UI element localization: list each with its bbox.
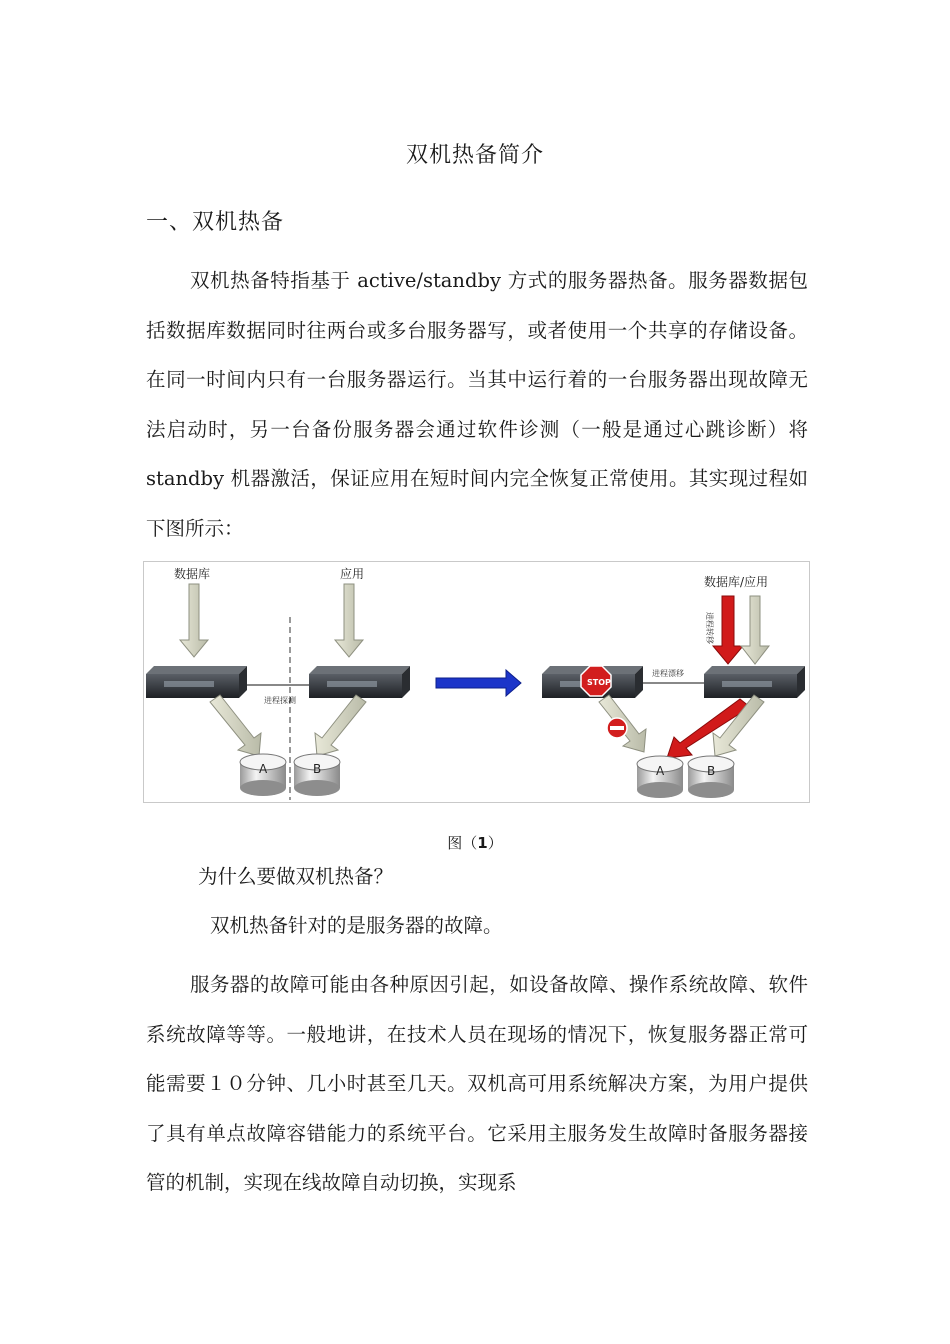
intro-paragraph: 双机热备特指基于 active/standby 方式的服务器热备。服务器数据包括数据库数据同时往两台或多台服务器写，或者使用一个共享的存储设备。在同一时间内只有一台服务器运行。当其中运行着的一台服务器出现故障无法启动时，另一台备份服务器会通过软件诊测（一般是通过心跳诊断）将 standby 机器激活，保证应用在短时间内完全恢复正常使用。其实现过程如下图所示： xyxy=(146,269,808,540)
label-vertical: 进程转移 xyxy=(705,612,714,644)
arrow-down-database xyxy=(180,584,208,657)
section-heading: 一、双机热备 xyxy=(146,210,285,235)
arrow-down-application xyxy=(335,584,363,657)
disk-a-label: A xyxy=(259,762,268,776)
hot-standby-diagram xyxy=(143,561,810,803)
question-heading: 为什么要做双机热备？ xyxy=(198,865,394,888)
server-active-icon xyxy=(704,666,805,698)
server-left-icon xyxy=(146,666,247,698)
arrow-to-disk-a-left xyxy=(210,695,261,756)
arrow-down-db-app xyxy=(741,596,769,664)
label-heartbeat: 进程探测 xyxy=(264,696,296,705)
transition-arrow-icon xyxy=(436,670,521,696)
figure-caption: 图（1） xyxy=(447,834,503,852)
disk-b-label: B xyxy=(707,764,716,778)
no-entry-icon xyxy=(607,718,627,738)
stop-label: STOP xyxy=(587,678,611,687)
label-application: 应用 xyxy=(340,567,365,581)
disk-a-left-icon xyxy=(240,754,286,796)
label-database: 数据库 xyxy=(174,567,211,581)
label-process-migration: 进程漂移 xyxy=(652,669,684,678)
arrow-to-disk-b-left xyxy=(315,695,366,756)
disk-b-label: B xyxy=(313,762,322,776)
short-answer: 双机热备针对的是服务器的故障。 xyxy=(210,914,503,937)
stop-sign-icon xyxy=(581,666,611,696)
disk-a-label: A xyxy=(656,764,665,778)
server-middle-icon xyxy=(309,666,410,698)
disk-b-right-icon xyxy=(688,756,734,798)
disk-b-left-icon xyxy=(294,754,340,796)
red-down-arrow xyxy=(713,596,743,664)
label-db-app: 数据库/应用 xyxy=(704,575,769,589)
page-title: 双机热备简介 xyxy=(405,143,544,168)
disk-a-right-icon xyxy=(637,756,683,798)
failure-paragraph: 服务器的故障可能由各种原因引起，如设备故障、操作系统故障、软件系统故障等等。一般地讲，在技术人员在现场的情况下，恢复服务器正常可能需要１０分钟、几小时甚至几天。双机高可用系统解决方案，为用户提供了具有单点故障容错能力的系统平台。它采用主服务发生故障时备服务器接管的机制，实现在线故障自动切换，实现系 xyxy=(146,973,808,1194)
diagram-svg xyxy=(144,562,809,802)
